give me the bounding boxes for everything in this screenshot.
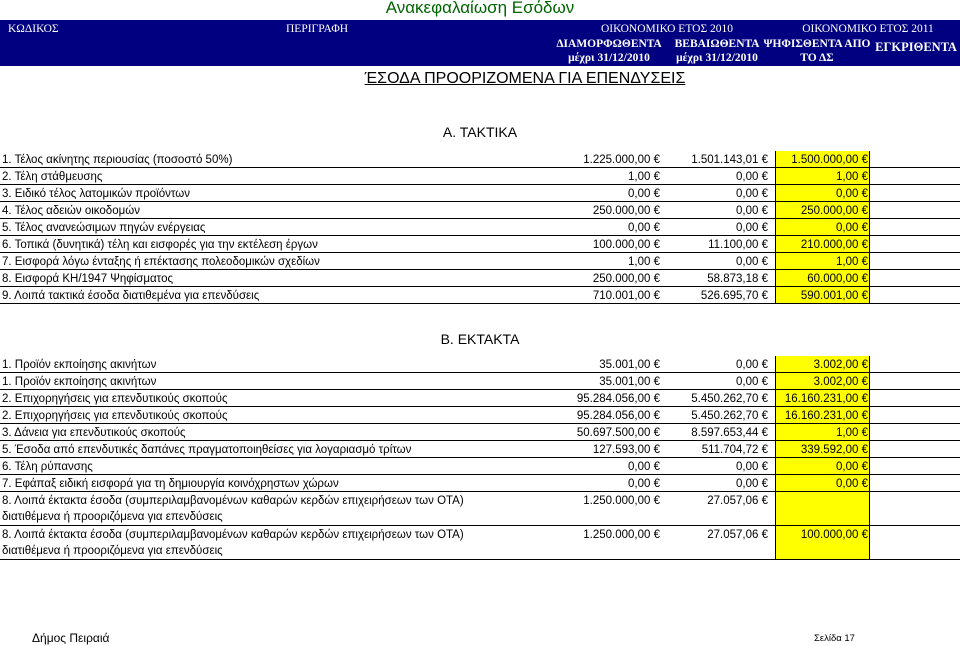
value-diamorfothenta: 0,00 €	[628, 461, 660, 473]
row-label: 1. Τέλος ακίνητης περιουσίας (ποσοστό 50%)	[2, 154, 233, 166]
value-vevaiothenta: 0,00 €	[736, 171, 768, 183]
value-diamorfothenta: 0,00 €	[628, 222, 660, 234]
value-psifisthenta: 0,00 €	[836, 222, 868, 234]
table-row	[0, 185, 960, 202]
value-psifisthenta: 1,00 €	[836, 427, 868, 439]
row-label: 1. Προϊόν εκποίησης ακινήτων	[2, 359, 157, 371]
value-vevaiothenta: 1.501.143,01 €	[691, 154, 768, 166]
value-vevaiothenta: 0,00 €	[736, 188, 768, 200]
table-row	[0, 168, 960, 185]
header-psifisthenta-line2: ΤΟ ΔΣ	[800, 52, 834, 64]
row-label-line1: 8. Λοιπά έκτακτα έσοδα (συμπεριλαμβανομένων καθαρών κερδών επιχειρήσεων των ΟΤΑ)	[2, 529, 464, 541]
header-diamorfothenta-date: μέχρι 31/12/2010	[568, 52, 650, 64]
value-diamorfothenta: 1.225.000,00 €	[583, 154, 660, 166]
section-a-title: Α. ΤΑΚΤΙΚΑ	[442, 124, 518, 140]
row-label	[2, 527, 522, 559]
header-psifisthenta: ΨΗΦΙΣΘΕΝΤΑ ΑΠΟ	[763, 38, 871, 50]
value-psifisthenta: 210.000,00 €	[800, 239, 868, 251]
value-vevaiothenta: 511.704,72 €	[701, 444, 768, 456]
section-b-title: Β. ΕΚΤΑΚΤΑ	[440, 331, 520, 347]
table-row	[0, 202, 960, 219]
value-psifisthenta: 1,00 €	[836, 256, 868, 268]
value-psifisthenta: 1,00 €	[836, 171, 868, 183]
value-psifisthenta: 100.000,00 €	[800, 529, 868, 541]
header-egkrithenta: ΕΓΚΡΙΘΕΝΤΑ	[875, 40, 957, 54]
value-vevaiothenta: 0,00 €	[736, 478, 768, 490]
header-etos-2010: ΟΙΚΟΝΟΜΙΚΟ ΕΤΟΣ 2010	[600, 23, 734, 35]
table-row	[0, 390, 960, 407]
value-diamorfothenta: 35.001,00 €	[599, 359, 660, 371]
table-row	[0, 219, 960, 236]
row-border	[0, 559, 960, 560]
value-psifisthenta: 3.002,00 €	[813, 359, 868, 371]
value-diamorfothenta: 127.593,00 €	[592, 444, 660, 456]
value-diamorfothenta: 250.000,00 €	[592, 205, 660, 217]
row-label: 2. Επιχορηγήσεις για επενδυτικούς σκοπούς	[2, 393, 228, 405]
table-row	[0, 492, 960, 526]
value-vevaiothenta: 0,00 €	[736, 222, 768, 234]
value-psifisthenta: 3.002,00 €	[813, 376, 868, 388]
value-vevaiothenta: 0,00 €	[736, 359, 768, 371]
table-row	[0, 526, 960, 560]
page-title: Ανακεφαλαίωση Εσόδων	[385, 0, 575, 17]
row-label: 6. Τέλη ρύπανσης	[2, 461, 93, 473]
value-diamorfothenta: 0,00 €	[628, 478, 660, 490]
table-row	[0, 151, 960, 168]
value-diamorfothenta: 95.284.056,00 €	[576, 410, 660, 422]
row-label: 3. Ειδικό τέλος λατομικών προϊόντων	[2, 188, 190, 200]
value-diamorfothenta: 100.000,00 €	[592, 239, 660, 251]
value-diamorfothenta: 710.001,00 €	[592, 290, 660, 302]
value-psifisthenta: 0,00 €	[836, 188, 868, 200]
row-label-line2: διατιθέμενα ή προοριζόμενα για επενδύσεις	[2, 511, 223, 523]
row-label: 6. Τοπικά (δυνητικά) τέλη και εισφορές για την εκτέλεση έργων	[2, 239, 318, 251]
table-header	[0, 20, 960, 66]
value-psifisthenta: 0,00 €	[836, 461, 868, 473]
table-row	[0, 475, 960, 492]
table-row	[0, 424, 960, 441]
value-vevaiothenta: 0,00 €	[736, 461, 768, 473]
value-diamorfothenta: 0,00 €	[628, 188, 660, 200]
table-row	[0, 407, 960, 424]
value-psifisthenta: 1.500.000,00 €	[791, 154, 868, 166]
row-label: 4. Τέλος αδειών οικοδομών	[2, 205, 140, 217]
row-label: 2. Επιχορηγήσεις για επενδυτικούς σκοπούς	[2, 410, 228, 422]
row-label-line2: διατιθέμενα ή προοριζόμενα για επενδύσεις	[2, 545, 223, 557]
value-vevaiothenta: 0,00 €	[736, 376, 768, 388]
value-vevaiothenta: 5.450.262,70 €	[691, 393, 768, 405]
row-label	[2, 493, 522, 525]
table-row	[0, 287, 960, 304]
row-label: 5. Έσοδα από επενδυτικές δαπάνες πραγματοποιηθείσες για λογαριασμό τρίτων	[2, 444, 412, 456]
table-row	[0, 253, 960, 270]
value-vevaiothenta: 526.695,70 €	[700, 290, 768, 302]
value-vevaiothenta: 8.597.653,44 €	[691, 427, 768, 439]
value-psifisthenta: 16.160.231,00 €	[784, 410, 868, 422]
value-psifisthenta: 250.000,00 €	[800, 205, 868, 217]
value-diamorfothenta: 95.284.056,00 €	[576, 393, 660, 405]
value-diamorfothenta: 1,00 €	[628, 256, 660, 268]
header-perigrafi: ΠΕΡΙΓΡΑΦΗ	[286, 23, 349, 35]
table-row	[0, 441, 960, 458]
value-psifisthenta: 60.000,00 €	[807, 273, 868, 285]
value-diamorfothenta: 35.001,00 €	[599, 376, 660, 388]
value-diamorfothenta: 1.250.000,00 €	[583, 529, 660, 541]
row-label: 3. Δάνεια για επενδυτικούς σκοπούς	[2, 427, 186, 439]
row-label: 8. Εισφορά ΚΗ/1947 Ψηφίσματος	[2, 273, 174, 285]
footer-page-number: Σελίδα 17	[814, 633, 855, 644]
row-label: 7. Εισφορά λόγω ένταξης ή επέκτασης πολεοδομικών σχεδίων	[2, 256, 320, 268]
value-vevaiothenta: 11.100,00 €	[708, 239, 768, 251]
value-diamorfothenta: 50.697.500,00 €	[576, 427, 660, 439]
table-row	[0, 356, 960, 373]
value-vevaiothenta: 0,00 €	[736, 205, 768, 217]
value-psifisthenta: 590.001,00 €	[800, 290, 868, 302]
value-vevaiothenta: 5.450.262,70 €	[691, 410, 768, 422]
footer-municipality: Δήμος Πειραιά	[32, 631, 110, 645]
row-label: 9. Λοιπά τακτικά έσοδα διατιθεμένα για επενδύσεις	[2, 290, 260, 302]
row-label: 2. Τέλη στάθμευσης	[2, 171, 103, 183]
table-row	[0, 270, 960, 287]
header-vevaiothenta-date: μέχρι 31/12/2010	[676, 52, 758, 64]
value-diamorfothenta: 1,00 €	[628, 171, 660, 183]
value-vevaiothenta: 0,00 €	[736, 256, 768, 268]
table-row	[0, 458, 960, 475]
row-label: 1. Προϊόν εκποίησης ακινήτων	[2, 376, 157, 388]
value-vevaiothenta: 27.057,06 €	[707, 529, 768, 541]
header-diamorfothenta: ΔΙΑΜΟΡΦΩΘΕΝΤΑ	[556, 38, 662, 50]
table-row	[0, 236, 960, 253]
value-vevaiothenta: 27.057,06 €	[707, 495, 768, 507]
value-psifisthenta: 0,00 €	[836, 478, 868, 490]
value-diamorfothenta: 250.000,00 €	[592, 273, 660, 285]
value-psifisthenta: 16.160.231,00 €	[784, 393, 868, 405]
row-border	[0, 303, 960, 304]
value-psifisthenta: 339.592,00 €	[800, 444, 868, 456]
table-row	[0, 373, 960, 390]
row-label: 7. Εφάπαξ ειδική εισφορά για τη δημιουργία κοινόχρηστων χώρων	[2, 478, 339, 490]
approved-cell-bg	[775, 492, 870, 526]
main-heading: ΈΣΟΔΑ ΠΡΟΟΡΙΖΟΜΕΝΑ ΓΙΑ ΕΠΕΝΔΥΣΕΙΣ	[364, 70, 686, 87]
value-diamorfothenta: 1.250.000,00 €	[583, 495, 660, 507]
header-vevaiothenta: ΒΕΒΑΙΩΘΕΝΤΑ	[674, 38, 760, 50]
header-kodikos: ΚΩΔΙΚΟΣ	[8, 23, 59, 35]
value-vevaiothenta: 58.873,18 €	[707, 273, 768, 285]
row-label-line1: 8. Λοιπά έκτακτα έσοδα (συμπεριλαμβανομένων καθαρών κερδών επιχειρήσεων των ΟΤΑ)	[2, 495, 464, 507]
header-etos-2011: ΟΙΚΟΝΟΜΙΚΟ ΕΤΟΣ 2011	[802, 23, 934, 35]
row-label: 5. Τέλος ανανεώσιμων πηγών ενέργειας	[2, 222, 206, 234]
